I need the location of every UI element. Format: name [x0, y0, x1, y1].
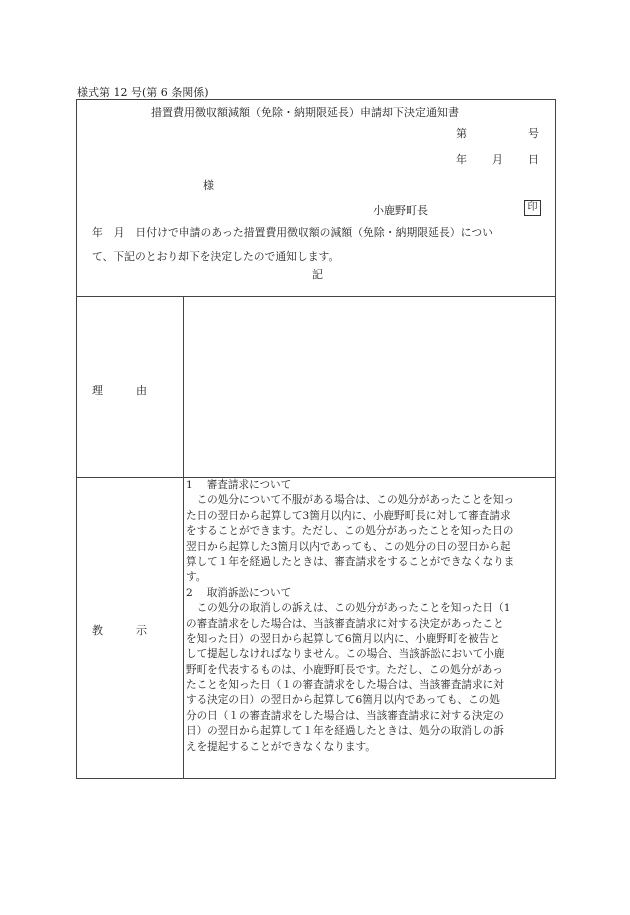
date-month: 月	[492, 153, 503, 166]
instruction-line: この処分の取消しの訴えは、この処分があったことを知った日（1	[186, 602, 511, 615]
instruction-line: 2 取消訴訟について	[186, 586, 292, 599]
body-line-1: 年 月 日付けで申請のあった措置費用徴収額の減額（免除・納期限延長）につい	[92, 226, 494, 239]
instruction-text	[186, 478, 554, 755]
instruction-line: 翌日から起算した3箇月以内であっても、この処分の日の翌日から起	[186, 540, 511, 553]
instruction-line: 1 審査請求について	[186, 479, 292, 491]
document-number-suffix: 号	[528, 127, 539, 140]
instruction-line: たことを知った日（１の審査請求をした場合は、当該審査請求に対	[186, 679, 504, 692]
instruction-line: た日の翌日から起算して3箇月以内に、小鹿野町長に対して審査請求	[186, 509, 511, 522]
instruction-line: 野町を代表するものは、小鹿野町長です。ただし、この処分があっ	[186, 663, 503, 676]
header-divider	[76, 296, 556, 297]
seal-mark: 印	[524, 200, 541, 216]
issuer-name: 小鹿野町長	[373, 204, 428, 217]
instruction-line: 分の日（１の審査請求をした場合は、当該審査請求に対する決定の	[186, 709, 504, 722]
instruction-line: する決定の日）の翌日から起算して6箇月以内であっても、この処	[186, 694, 500, 707]
instruction-line: をすることができます。ただし、この処分があったことを知った日の	[186, 525, 514, 538]
label-column-divider	[183, 296, 184, 779]
instruction-line: この処分について不服がある場合は、この処分があったことを知っ	[186, 494, 515, 507]
date-year: 年	[456, 153, 467, 166]
instruction-line: の審査請求をした場合は、当該審査請求に対する決定があったこと	[186, 617, 504, 630]
reason-content-area	[186, 300, 552, 472]
instruction-line: 算して１年を経過したときは、審査請求をすることができなくなりま	[186, 555, 515, 568]
reason-label: 理 由	[92, 384, 147, 397]
date-day: 日	[528, 153, 539, 166]
addressee-suffix: 様	[203, 179, 214, 192]
instruction-label: 教 示	[92, 624, 147, 637]
ki-label: 記	[312, 268, 323, 281]
document-title: 措置費用徴収額減額（免除・納期限延長）申請却下決定通知書	[151, 106, 459, 119]
instruction-line: 日）の翌日から起算して１年を経過したときは、処分の取消しの訴	[186, 725, 504, 738]
instruction-line: す。	[186, 571, 207, 584]
instruction-line: を知った日）の翌日から起算して6箇月以内に、小鹿野町を被告と	[186, 632, 500, 645]
instruction-line: えを提起することができなくなります。	[186, 740, 376, 753]
instruction-line: して提起しなければなりません。この場合、当該訴訟において小鹿	[186, 648, 505, 661]
document-number-prefix: 第	[456, 127, 467, 140]
body-line-2: て、下記のとおり却下を決定したので通知します。	[92, 250, 340, 263]
form-label: 様式第 12 号(第 6 条関係)	[77, 86, 209, 99]
